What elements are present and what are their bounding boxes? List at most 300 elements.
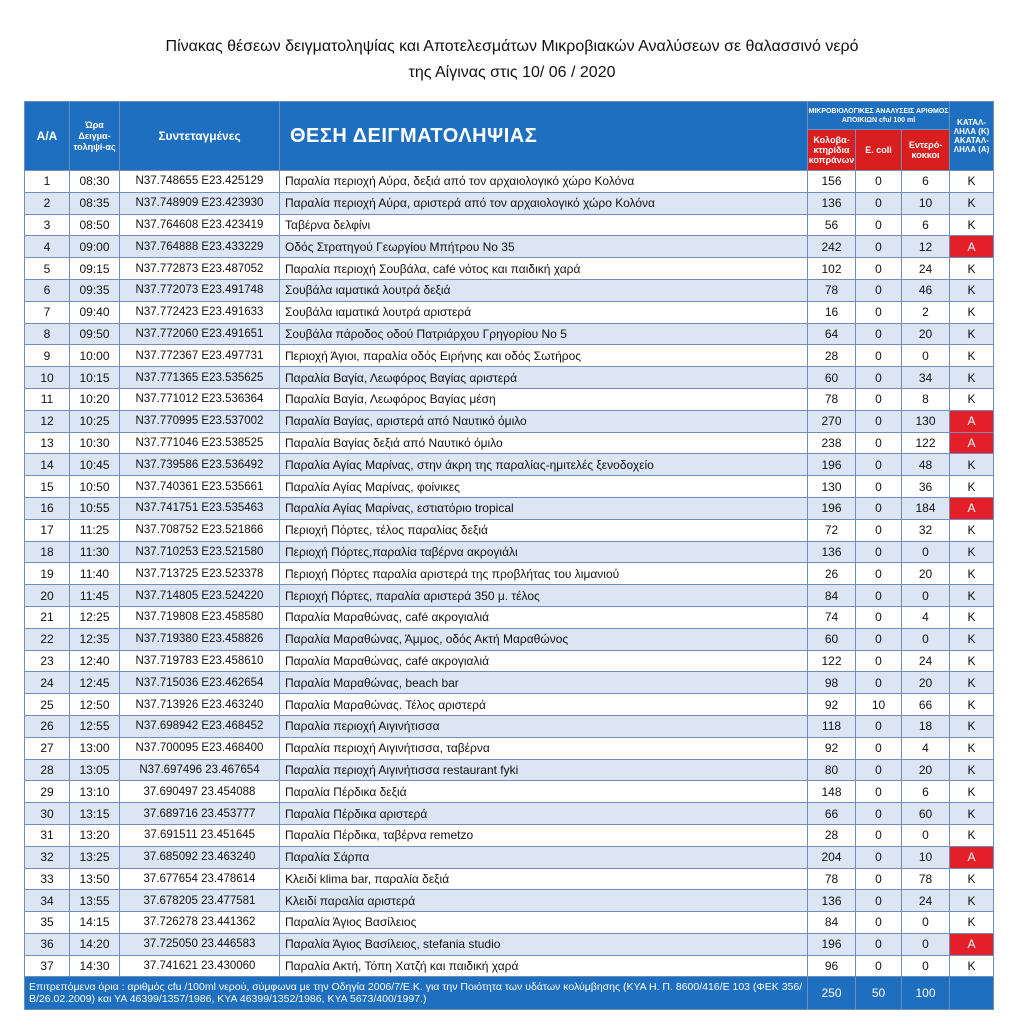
- ecoli-count: 10: [856, 694, 902, 716]
- table-row: [25, 868, 994, 890]
- sampling-position: Περιοχή Πόρτες, τέλος παραλίας δεξιά: [280, 519, 808, 541]
- sample-time: 08:30: [70, 171, 120, 193]
- category: Κ: [950, 912, 994, 934]
- coliform-count: 130: [808, 476, 856, 498]
- sampling-position: Σουβάλα ιαματικά λουτρά αριστερά: [280, 301, 808, 323]
- sampling-position: Σουβάλα ιαματικά λουτρά δεξιά: [280, 279, 808, 301]
- ecoli-count: 0: [856, 236, 902, 258]
- table-row: [25, 279, 994, 301]
- category: Α: [950, 432, 994, 454]
- table-row: [25, 628, 994, 650]
- table-row: [25, 933, 994, 955]
- ecoli-count: 0: [856, 171, 902, 193]
- sample-time: 10:45: [70, 454, 120, 476]
- coordinates: 37.677654 23.478614: [120, 868, 280, 890]
- sampling-position: Παραλία Άγιος Βασίλειος, stefania studio: [280, 933, 808, 955]
- coliform-count: 78: [808, 279, 856, 301]
- category: Κ: [950, 367, 994, 389]
- coliform-count: 102: [808, 258, 856, 280]
- sampling-position: Κλειδί παραλία αριστερά: [280, 890, 808, 912]
- table-row: [25, 563, 994, 585]
- row-number: 18: [25, 541, 70, 563]
- ecoli-count: 0: [856, 781, 902, 803]
- sample-time: 10:55: [70, 497, 120, 519]
- sample-time: 12:45: [70, 672, 120, 694]
- coliform-count: 16: [808, 301, 856, 323]
- row-number: 13: [25, 432, 70, 454]
- enterococci-count: 2: [902, 301, 950, 323]
- table-row: [25, 824, 994, 846]
- row-number: 1: [25, 171, 70, 193]
- enterococci-count: 6: [902, 214, 950, 236]
- category: Κ: [950, 737, 994, 759]
- table-row: [25, 585, 994, 607]
- row-number: 37: [25, 955, 70, 977]
- coordinates: 37.691511 23.451645: [120, 824, 280, 846]
- sample-time: 09:40: [70, 301, 120, 323]
- header-microbiological: ΜΙΚΡΟΒΙΟΛΟΓΙΚΕΣ ΑΝΑΛΥΣΕΙΣ ΑΡΙΘΜΟΣ ΑΠΟΙΚΙΩΝ cfu/ 100 ml: [808, 102, 950, 130]
- sample-time: 09:15: [70, 258, 120, 280]
- sampling-position: Περιοχή Πόρτες,παραλία ταβέρνα ακρογιάλι: [280, 541, 808, 563]
- enterococci-count: 20: [902, 672, 950, 694]
- row-number: 25: [25, 694, 70, 716]
- category: Κ: [950, 585, 994, 607]
- sampling-position: Παραλία Ακτή, Τόπη Χατζή και παιδική χαρά: [280, 955, 808, 977]
- table-row: [25, 432, 994, 454]
- sampling-position: Περιοχή Πόρτες, παραλία αριστερά 350 μ. τέλος: [280, 585, 808, 607]
- sampling-position: Παραλία περιοχή Αύρα, δεξιά από τον αρχαιολογικό χώρο Κολόνα: [280, 171, 808, 193]
- document-subtitle: της Αίγινας στις 10/ 06 / 2020: [408, 64, 616, 81]
- header-sampling-position: ΘΕΣΗ ΔΕΙΓΜΑΤΟΛΗΨΙΑΣ: [280, 102, 808, 171]
- table-row: [25, 846, 994, 868]
- sample-time: 12:50: [70, 694, 120, 716]
- enterococci-count: 130: [902, 410, 950, 432]
- enterococci-count: 0: [902, 628, 950, 650]
- enterococci-count: 6: [902, 781, 950, 803]
- ecoli-count: 0: [856, 628, 902, 650]
- category: Κ: [950, 694, 994, 716]
- coordinates: N37.748655 E23.425129: [120, 171, 280, 193]
- sampling-position: Παραλία Βαγία, Λεωφόρος Βαγίας αριστερά: [280, 367, 808, 389]
- sampling-position: Παραλία περιοχή Αιγινήτισσα, ταβέρνα: [280, 737, 808, 759]
- header-category: ΚΑΤΑΛ-ΛΗΛΑ (Κ) ΑΚΑΤΑΛ-ΛΗΛΑ (Α): [950, 102, 994, 171]
- category: Κ: [950, 476, 994, 498]
- sample-time: 10:00: [70, 345, 120, 367]
- coliform-count: 136: [808, 890, 856, 912]
- sampling-position: Παραλία Μαραθώνας, café ακρογιαλιά: [280, 606, 808, 628]
- sample-time: 08:50: [70, 214, 120, 236]
- sampling-position: Ταβέρνα δελφίνι: [280, 214, 808, 236]
- table-row: [25, 606, 994, 628]
- coordinates: N37.710253 E23.521580: [120, 541, 280, 563]
- table-row: [25, 781, 994, 803]
- category: Κ: [950, 868, 994, 890]
- row-number: 30: [25, 803, 70, 825]
- ecoli-count: 0: [856, 454, 902, 476]
- sample-time: 12:25: [70, 606, 120, 628]
- row-number: 7: [25, 301, 70, 323]
- coliform-count: 196: [808, 454, 856, 476]
- row-number: 29: [25, 781, 70, 803]
- row-number: 24: [25, 672, 70, 694]
- coliform-count: 74: [808, 606, 856, 628]
- sampling-position: Παραλία Πέρδικα αριστερά: [280, 803, 808, 825]
- coordinates: N37.714805 E23.524220: [120, 585, 280, 607]
- row-number: 35: [25, 912, 70, 934]
- category: Κ: [950, 323, 994, 345]
- sampling-position: Περιοχή Άγιοι, παραλία οδός Ειρήνης και οδός Σωτήρος: [280, 345, 808, 367]
- coordinates: 37.678205 23.477581: [120, 890, 280, 912]
- enterococci-count: 48: [902, 454, 950, 476]
- category: Α: [950, 410, 994, 432]
- header-ecoli: E. coli: [856, 130, 902, 171]
- category: Κ: [950, 759, 994, 781]
- sampling-position: Παραλία περιοχή Αιγινήτισσα restaurant fyki: [280, 759, 808, 781]
- category: Κ: [950, 519, 994, 541]
- table-row: [25, 214, 994, 236]
- category: Κ: [950, 781, 994, 803]
- table-row: [25, 672, 994, 694]
- ecoli-count: 0: [856, 912, 902, 934]
- coordinates: N37.719380 E23.458826: [120, 628, 280, 650]
- row-number: 28: [25, 759, 70, 781]
- coordinates: N37.772367 E23.497731: [120, 345, 280, 367]
- coordinates: N37.700095 E23.468400: [120, 737, 280, 759]
- coliform-count: 122: [808, 650, 856, 672]
- enterococci-count: 78: [902, 868, 950, 890]
- ecoli-count: 0: [856, 803, 902, 825]
- sample-time: 09:35: [70, 279, 120, 301]
- sample-time: 13:00: [70, 737, 120, 759]
- category: Κ: [950, 301, 994, 323]
- coliform-count: 238: [808, 432, 856, 454]
- document-title: Πίνακας θέσεων δειγματοληψίας και Αποτελεσμάτων Μικροβιακών Αναλύσεων σε θαλασσινό νερό: [165, 38, 859, 55]
- ecoli-count: 0: [856, 497, 902, 519]
- ecoli-count: 0: [856, 868, 902, 890]
- table-row: [25, 345, 994, 367]
- coliform-count: 26: [808, 563, 856, 585]
- enterococci-count: 122: [902, 432, 950, 454]
- row-number: 19: [25, 563, 70, 585]
- enterococci-count: 6: [902, 171, 950, 193]
- sample-time: 14:30: [70, 955, 120, 977]
- table-row: [25, 258, 994, 280]
- table-row: [25, 912, 994, 934]
- coordinates: N37.697496 23.467654: [120, 759, 280, 781]
- coliform-count: 118: [808, 715, 856, 737]
- ecoli-count: 0: [856, 192, 902, 214]
- enterococci-count: 0: [902, 345, 950, 367]
- enterococci-count: 0: [902, 912, 950, 934]
- ecoli-count: 0: [856, 846, 902, 868]
- coliform-count: 72: [808, 519, 856, 541]
- ecoli-count: 0: [856, 563, 902, 585]
- coordinates: N37.771012 E23.536364: [120, 388, 280, 410]
- coliform-count: 92: [808, 694, 856, 716]
- row-number: 2: [25, 192, 70, 214]
- header-enterococci: Εντερό-κοκκοι: [902, 130, 950, 171]
- ecoli-count: 0: [856, 737, 902, 759]
- enterococci-count: 0: [902, 933, 950, 955]
- enterococci-count: 20: [902, 759, 950, 781]
- coordinates: 37.690497 23.454088: [120, 781, 280, 803]
- row-number: 23: [25, 650, 70, 672]
- sample-time: 11:40: [70, 563, 120, 585]
- coordinates: N37.739586 E23.536492: [120, 454, 280, 476]
- sampling-position: Περιοχή Πόρτες παραλία αριστερά της προβλήτας του λιμανιού: [280, 563, 808, 585]
- ecoli-count: 0: [856, 258, 902, 280]
- row-number: 3: [25, 214, 70, 236]
- ecoli-count: 0: [856, 323, 902, 345]
- coordinates: N37.719808 E23.458580: [120, 606, 280, 628]
- header-coordinates: Συντεταγμένες: [120, 102, 280, 171]
- enterococci-count: 66: [902, 694, 950, 716]
- category: Κ: [950, 192, 994, 214]
- table-body: [25, 171, 994, 977]
- enterococci-count: 18: [902, 715, 950, 737]
- sample-time: 10:50: [70, 476, 120, 498]
- sample-time: 10:30: [70, 432, 120, 454]
- table-row: [25, 323, 994, 345]
- row-number: 36: [25, 933, 70, 955]
- sample-time: 13:10: [70, 781, 120, 803]
- header-coliform: Κολοβα-κτηρίδια κοπράνων: [808, 130, 856, 171]
- category: Κ: [950, 258, 994, 280]
- sampling-position: Παραλία Άγιος Βασίλειος: [280, 912, 808, 934]
- table-row: [25, 476, 994, 498]
- footer-note: Επιτρεπόμενα όρια : αριθμός cfu /100ml νερού, σύμφωνα με την Οδηγία 2006/7/Ε.Κ. για την Ποιότητα των υδάτων κολύμβησης (ΚΥΑ Η. Π. 8600/416/Ε 103 (ΦΕΚ 356/Β/26.02.2009) και ΥΑ 46399/1357/1986, ΚΥΑ 46399/1352/1986, ΚΥΑ 5673/400/1997.): [25, 977, 808, 1010]
- category: Κ: [950, 628, 994, 650]
- coordinates: N37.772423 E23.491633: [120, 301, 280, 323]
- enterococci-count: 0: [902, 541, 950, 563]
- coliform-count: 84: [808, 912, 856, 934]
- limit-ecoli: 50: [856, 977, 902, 1010]
- category: Κ: [950, 803, 994, 825]
- table-row: [25, 737, 994, 759]
- sampling-position: Οδός Στρατηγού Γεωργίου Μπήτρου Νο 35: [280, 236, 808, 258]
- row-number: 26: [25, 715, 70, 737]
- coliform-count: 80: [808, 759, 856, 781]
- sampling-position: Σουβάλα πάροδος οδού Πατριάρχου Γρηγορίου Νο 5: [280, 323, 808, 345]
- enterococci-count: 32: [902, 519, 950, 541]
- ecoli-count: 0: [856, 432, 902, 454]
- table-row: [25, 650, 994, 672]
- category: Κ: [950, 345, 994, 367]
- coliform-count: 66: [808, 803, 856, 825]
- row-number: 27: [25, 737, 70, 759]
- row-number: 22: [25, 628, 70, 650]
- sample-time: 14:20: [70, 933, 120, 955]
- coliform-count: 60: [808, 367, 856, 389]
- coordinates: 37.741621 23.430060: [120, 955, 280, 977]
- coliform-count: 28: [808, 345, 856, 367]
- coordinates: 37.689716 23.453777: [120, 803, 280, 825]
- coliform-count: 78: [808, 868, 856, 890]
- enterococci-count: 20: [902, 323, 950, 345]
- row-number: 12: [25, 410, 70, 432]
- category: Κ: [950, 454, 994, 476]
- table-row: [25, 715, 994, 737]
- row-number: 32: [25, 846, 70, 868]
- table-row: [25, 497, 994, 519]
- row-number: 17: [25, 519, 70, 541]
- row-number: 16: [25, 497, 70, 519]
- ecoli-count: 0: [856, 715, 902, 737]
- coordinates: N37.772873 E23.487052: [120, 258, 280, 280]
- category: Κ: [950, 606, 994, 628]
- header-aa: Α/Α: [25, 102, 70, 171]
- coordinates: N37.748909 E23.423930: [120, 192, 280, 214]
- coliform-count: 64: [808, 323, 856, 345]
- sampling-position: Παραλία Πέρδικα, ταβέρνα remetzo: [280, 824, 808, 846]
- sample-time: 11:45: [70, 585, 120, 607]
- sampling-position: Παραλία περιοχή Αύρα, αριστερά από τον αρχαιολογικό χώρο Κολόνα: [280, 192, 808, 214]
- enterococci-count: 46: [902, 279, 950, 301]
- sample-time: 08:35: [70, 192, 120, 214]
- ecoli-count: 0: [856, 410, 902, 432]
- row-number: 31: [25, 824, 70, 846]
- ecoli-count: 0: [856, 519, 902, 541]
- sampling-position: Παραλία Μαραθώνας, Άμμος, οδός Ακτή Μαραθώνος: [280, 628, 808, 650]
- category: Κ: [950, 824, 994, 846]
- row-number: 14: [25, 454, 70, 476]
- coliform-count: 156: [808, 171, 856, 193]
- coordinates: N37.764888 E23.433229: [120, 236, 280, 258]
- sampling-position: Παραλία Μαραθώνας, beach bar: [280, 672, 808, 694]
- coordinates: 37.726278 23.441362: [120, 912, 280, 934]
- sample-time: 13:50: [70, 868, 120, 890]
- limit-coliform: 250: [808, 977, 856, 1010]
- footer-empty-cell: [950, 977, 994, 1010]
- row-number: 34: [25, 890, 70, 912]
- ecoli-count: 0: [856, 345, 902, 367]
- enterococci-count: 60: [902, 803, 950, 825]
- sampling-position: Παραλία περιοχή Αιγινήτισσα: [280, 715, 808, 737]
- coordinates: N37.719783 E23.458610: [120, 650, 280, 672]
- coordinates: N37.715036 E23.462654: [120, 672, 280, 694]
- ecoli-count: 0: [856, 824, 902, 846]
- ecoli-count: 0: [856, 672, 902, 694]
- sample-time: 11:25: [70, 519, 120, 541]
- enterococci-count: 0: [902, 955, 950, 977]
- ecoli-count: 0: [856, 955, 902, 977]
- table-row: [25, 694, 994, 716]
- row-number: 6: [25, 279, 70, 301]
- table-row: [25, 759, 994, 781]
- coordinates: N37.708752 E23.521866: [120, 519, 280, 541]
- row-number: 21: [25, 606, 70, 628]
- enterococci-count: 36: [902, 476, 950, 498]
- coordinates: N37.698942 E23.468452: [120, 715, 280, 737]
- ecoli-count: 0: [856, 214, 902, 236]
- ecoli-count: 0: [856, 388, 902, 410]
- category: Α: [950, 846, 994, 868]
- header-time: Ώρα Δειγμα-τοληψί-ας: [70, 102, 120, 171]
- category: Κ: [950, 563, 994, 585]
- row-number: 11: [25, 388, 70, 410]
- coliform-count: 56: [808, 214, 856, 236]
- coordinates: 37.685092 23.463240: [120, 846, 280, 868]
- enterococci-count: 24: [902, 890, 950, 912]
- coliform-count: 148: [808, 781, 856, 803]
- table-row: [25, 454, 994, 476]
- category: Κ: [950, 955, 994, 977]
- row-number: 9: [25, 345, 70, 367]
- ecoli-count: 0: [856, 759, 902, 781]
- enterococci-count: 4: [902, 737, 950, 759]
- row-number: 20: [25, 585, 70, 607]
- coordinates: N37.772060 E23.491651: [120, 323, 280, 345]
- table-row: [25, 890, 994, 912]
- sample-time: 13:25: [70, 846, 120, 868]
- coliform-count: 60: [808, 628, 856, 650]
- sample-time: 10:25: [70, 410, 120, 432]
- coliform-count: 28: [808, 824, 856, 846]
- coliform-count: 136: [808, 541, 856, 563]
- category: Κ: [950, 672, 994, 694]
- coliform-count: 242: [808, 236, 856, 258]
- enterococci-count: 24: [902, 258, 950, 280]
- sampling-position: Παραλία Πέρδικα δεξιά: [280, 781, 808, 803]
- ecoli-count: 0: [856, 890, 902, 912]
- enterococci-count: 4: [902, 606, 950, 628]
- sample-time: 10:15: [70, 367, 120, 389]
- ecoli-count: 0: [856, 650, 902, 672]
- category: Κ: [950, 388, 994, 410]
- enterococci-count: 0: [902, 824, 950, 846]
- coordinates: N37.713926 E23.463240: [120, 694, 280, 716]
- coliform-count: 270: [808, 410, 856, 432]
- ecoli-count: 0: [856, 933, 902, 955]
- coordinates: N37.740361 E23.535661: [120, 476, 280, 498]
- sample-time: 09:00: [70, 236, 120, 258]
- ecoli-count: 0: [856, 585, 902, 607]
- sampling-position: Παραλία Βαγία, Λεωφόρος Βαγίας μέση: [280, 388, 808, 410]
- sample-time: 13:05: [70, 759, 120, 781]
- ecoli-count: 0: [856, 367, 902, 389]
- category: Κ: [950, 650, 994, 672]
- sample-time: 12:55: [70, 715, 120, 737]
- ecoli-count: 0: [856, 301, 902, 323]
- coliform-count: 78: [808, 388, 856, 410]
- sampling-position: Παραλία Σάρπα: [280, 846, 808, 868]
- sampling-position: Κλειδί klima bar, παραλία δεξιά: [280, 868, 808, 890]
- coliform-count: 92: [808, 737, 856, 759]
- table-row: [25, 410, 994, 432]
- ecoli-count: 0: [856, 541, 902, 563]
- table-row: [25, 236, 994, 258]
- category: Α: [950, 933, 994, 955]
- sampling-position: Παραλία Βαγίας δεξιά από Ναυτικό όμιλο: [280, 432, 808, 454]
- table-row: [25, 388, 994, 410]
- coordinates: N37.772073 E23.491748: [120, 279, 280, 301]
- table-row: [25, 192, 994, 214]
- ecoli-count: 0: [856, 279, 902, 301]
- results-table: [24, 101, 994, 1010]
- sampling-position: Παραλία Αγίας Μαρίνας, εστιατόριο tropical: [280, 497, 808, 519]
- coliform-count: 196: [808, 497, 856, 519]
- sample-time: 09:50: [70, 323, 120, 345]
- coliform-count: 96: [808, 955, 856, 977]
- table-row: [25, 301, 994, 323]
- category: Α: [950, 497, 994, 519]
- table-row: [25, 541, 994, 563]
- row-number: 8: [25, 323, 70, 345]
- sampling-position: Παραλία Μαραθώνας. Τέλος αριστερά: [280, 694, 808, 716]
- category: Κ: [950, 715, 994, 737]
- row-number: 4: [25, 236, 70, 258]
- row-number: 10: [25, 367, 70, 389]
